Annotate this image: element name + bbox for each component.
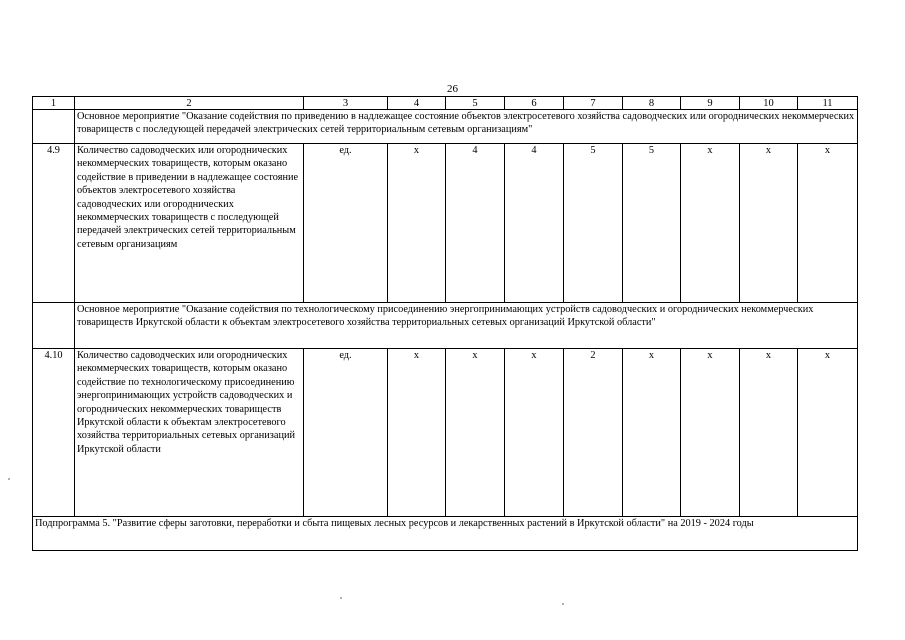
- value-cell: х: [505, 349, 564, 517]
- empty-cell: [33, 110, 75, 144]
- value-cell: х: [623, 349, 681, 517]
- value-cell: х: [446, 349, 505, 517]
- column-number: 11: [798, 97, 858, 110]
- subprogram-row: [33, 517, 858, 551]
- value-cell: 4: [505, 144, 564, 303]
- table-row: [33, 144, 858, 303]
- column-number: 1: [33, 97, 75, 110]
- table-row: [33, 349, 858, 517]
- unit-cell: ед.: [304, 349, 388, 517]
- value-cell: х: [681, 349, 740, 517]
- value-cell: х: [798, 144, 858, 303]
- value-cell: х: [740, 349, 798, 517]
- value-cell: 2: [564, 349, 623, 517]
- main-activity-row: [33, 110, 858, 144]
- column-number: 6: [505, 97, 564, 110]
- page-number: 26: [447, 83, 458, 95]
- column-number: 7: [564, 97, 623, 110]
- column-number-row: [33, 97, 858, 110]
- main-activity-row: [33, 303, 858, 349]
- row-number: 4.10: [33, 349, 75, 517]
- value-cell: х: [798, 349, 858, 517]
- unit-cell: ед.: [304, 144, 388, 303]
- value-cell: 4: [446, 144, 505, 303]
- indicator-description: Количество садоводческих или огороднических некоммерческих товариществ, которым оказано содействие в приведении в надлежащее состояние объектов электросетевого хозяйства садоводческих или огороднических некоммерческих товариществ с последующей передачей электрических сетей территориальным сетевым организациям: [75, 144, 304, 303]
- value-cell: х: [740, 144, 798, 303]
- indicator-description: Количество садоводческих или огороднических некоммерческих товариществ, которым оказано содействие по технологическому присоединению энергопринимающих устройств садоводческих и огороднических некоммерческих товариществ Иркутской области к объектам электросетевого хозяйства территориальных сетевых организаций Иркутской области: [75, 349, 304, 517]
- main-activity-text: Основное мероприятие "Оказание содействия по приведению в надлежащее состояние объектов электросетевого хозяйства садоводческих или огороднических некоммерческих товариществ с последующей передачей электрических сетей территориальным сетевым организациям": [75, 110, 858, 144]
- empty-cell: [33, 303, 75, 349]
- scan-speck: [8, 478, 10, 480]
- column-number: 10: [740, 97, 798, 110]
- main-activity-text: Основное мероприятие "Оказание содействия по технологическому присоединению энергопринимающих устройств садоводческих и огороднических некоммерческих товариществ Иркутской области к объектам электросетевого хозяйства территориальных сетевых организаций Иркутской области": [75, 303, 858, 349]
- row-number: 4.9: [33, 144, 75, 303]
- value-cell: х: [681, 144, 740, 303]
- column-number: 9: [681, 97, 740, 110]
- subprogram-title: Подпрограмма 5. "Развитие сферы заготовки, переработки и сбыта пищевых лесных ресурсов и лекарственных растений в Иркутской области" на 2019 - 2024 годы: [33, 517, 858, 551]
- scan-speck: [340, 597, 342, 599]
- column-number: 3: [304, 97, 388, 110]
- column-number: 5: [446, 97, 505, 110]
- value-cell: х: [388, 144, 446, 303]
- column-number: 2: [75, 97, 304, 110]
- indicators-table: [32, 96, 858, 551]
- value-cell: х: [388, 349, 446, 517]
- column-number: 4: [388, 97, 446, 110]
- value-cell: 5: [623, 144, 681, 303]
- value-cell: 5: [564, 144, 623, 303]
- column-number: 8: [623, 97, 681, 110]
- scan-speck: [562, 603, 564, 605]
